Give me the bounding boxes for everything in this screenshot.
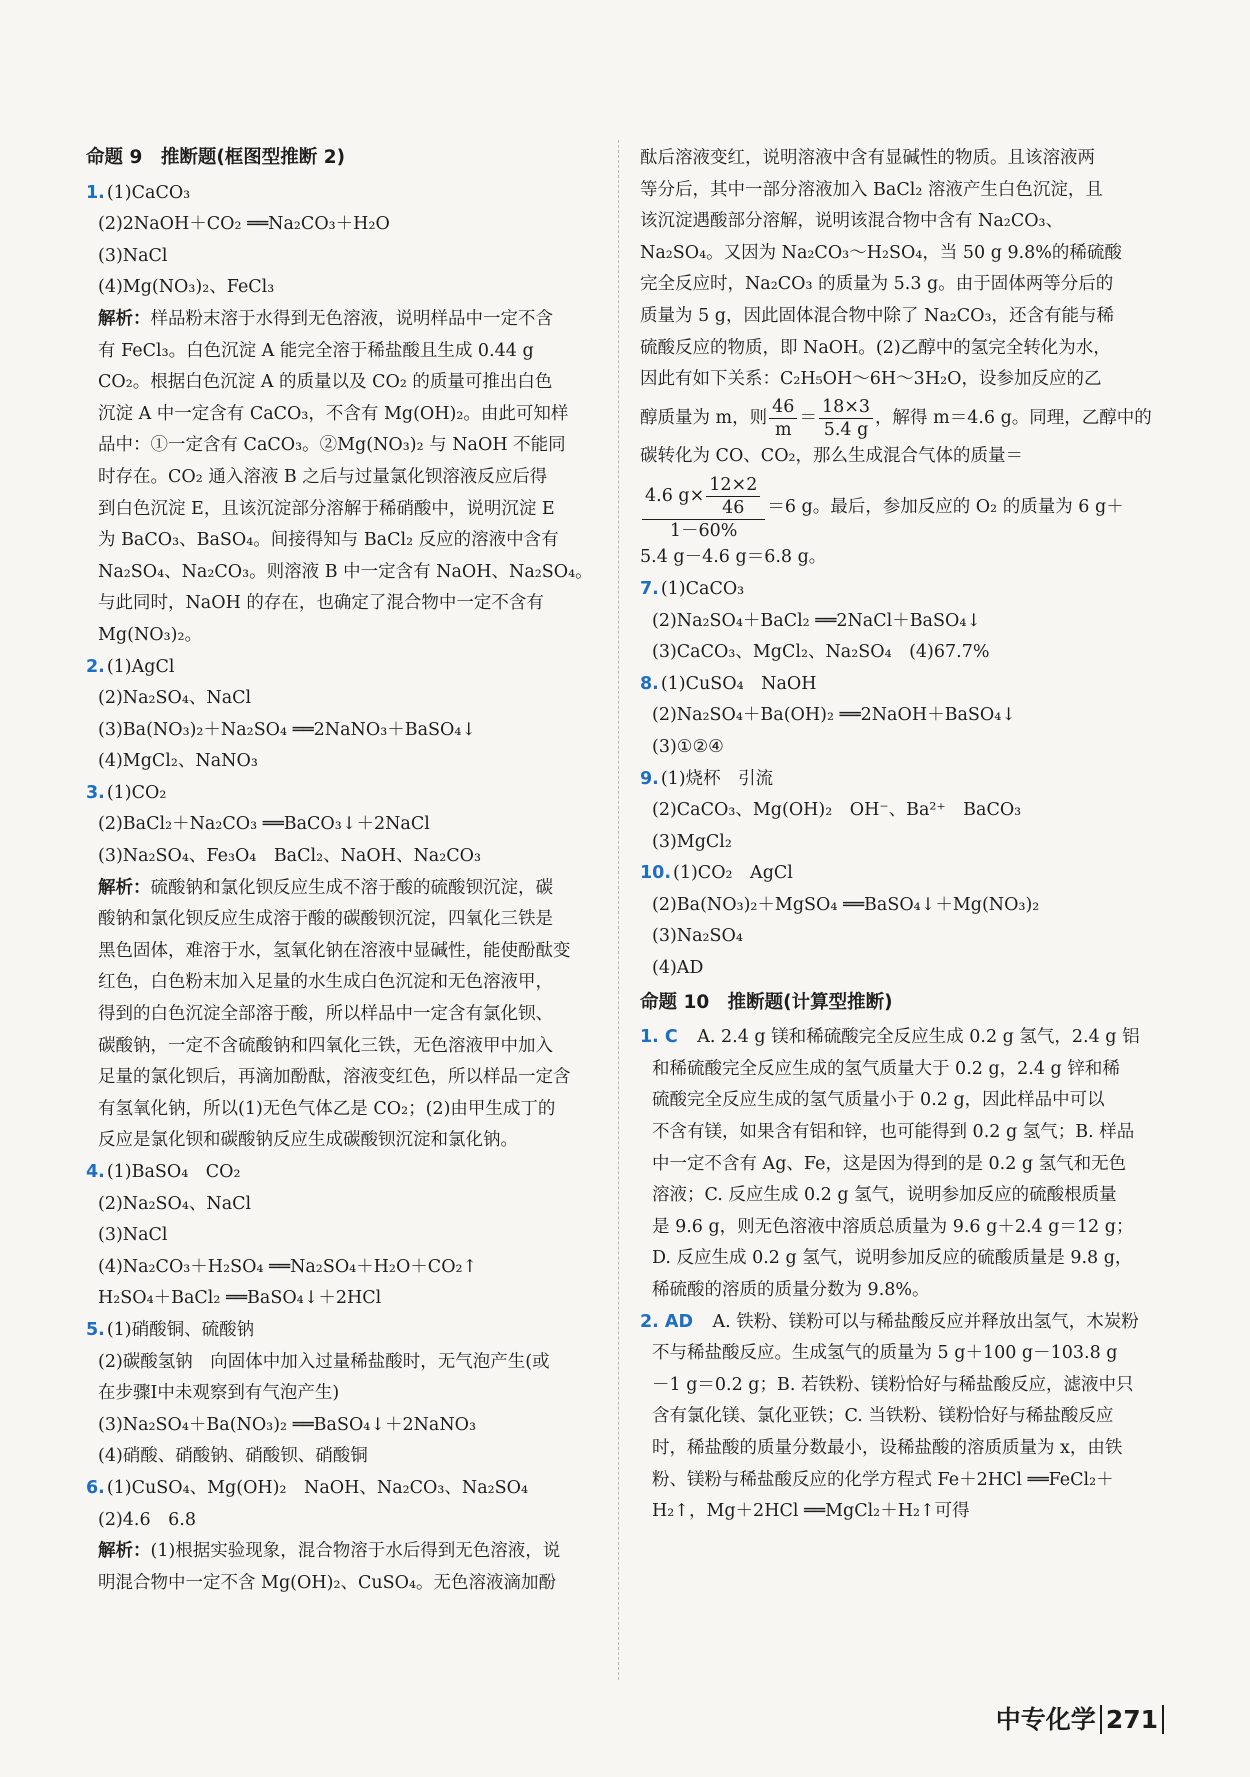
analysis-line: 时存在。CO₂ 通入溶液 B 之后与过量氯化钡溶液反应后得 (98, 466, 548, 487)
column-divider (618, 140, 619, 1680)
question-number: 5. (86, 1319, 105, 1340)
analysis-line: 有 FeCl₃。白色沉淀 A 能完全溶于稀盐酸且生成 0.44 g (98, 340, 534, 361)
answer-line: (1)AgCl (106, 656, 175, 677)
analysis-line: 足量的氯化钡后，再滴加酚酞，溶液变红色，所以样品一定含 (98, 1067, 571, 1088)
answer-line: (1)硝酸铜、硫酸钠 (106, 1319, 255, 1340)
question-number: 10. (640, 863, 672, 884)
answer-line: (1)CuSO₄、Mg(OH)₂ NaOH、Na₂CO₃、Na₂SO₄ (106, 1477, 529, 1498)
analysis-line: 酞后溶液变红，说明溶液中含有显碱性的物质。且该溶液两 (640, 148, 1095, 168)
fraction (706, 474, 760, 519)
question-number: 4. (86, 1162, 105, 1182)
answer-10 (640, 858, 1170, 984)
analysis-line: 是 9.6 g，则无色溶液中溶质总质量为 9.6 g＋2.4 g＝12 g； (652, 1216, 1134, 1237)
analysis-line: 得到的白色沉淀全部溶于酸，所以样品中一定含有氯化钡、 (98, 1004, 553, 1025)
numerator: 12×2 (706, 474, 760, 497)
question-number: 2. AD (640, 1311, 693, 1332)
analysis-line: 反应是氯化钡和碳酸钠反应生成碳酸钡沉淀和氯化钠。 (98, 1130, 518, 1151)
analysis-line: 硫酸完全反应生成的氢气质量小于 0.2 g，因此样品中可以 (652, 1090, 1105, 1111)
answer-line: (1)CuSO₄ NaOH (660, 673, 817, 694)
section-9-title: 命题 9 推断题(框图型推断 2) (86, 147, 346, 168)
equation-text: ，解得 m＝4.6 g。同理，乙醇中的 (875, 407, 1152, 428)
answer-line: (2)BaCl₂＋Na₂CO₃ ══BaCO₃↓＋2NaCl (98, 814, 430, 835)
answer-6-continued (640, 143, 1170, 574)
numerator: 18×3 (819, 396, 873, 419)
answer-line: (1)烧杯 引流 (660, 768, 774, 789)
denominator: 46 (722, 497, 745, 518)
answer-5 (86, 1315, 616, 1473)
denominator: 5.4 g (823, 419, 869, 440)
analysis-line: H₂↑，Mg＋2HCl ══MgCl₂＋H₂↑可得 (652, 1501, 970, 1522)
answer-line: (4)硝酸、硝酸钠、硝酸钡、硝酸铜 (98, 1446, 368, 1467)
answer-1 (86, 178, 616, 652)
section-10-title: 命题 10 推断题(计算型推断) (640, 991, 893, 1013)
question-number: 2. (86, 656, 105, 677)
analysis-line: 品中：①一定含有 CaCO₃。②Mg(NO₃)₂ 与 NaOH 不能同 (98, 435, 566, 456)
analysis-line: 含有氯化镁、氯化亚铁；C. 当铁粉、镁粉恰好与稀盐酸反应 (652, 1406, 1114, 1427)
analysis-line: A. 铁粉、镁粉可以与稀盐酸反应并释放出氢气，木炭粉 (712, 1311, 1139, 1332)
question-number: 7. (640, 578, 659, 599)
answer-line: (4)Mg(NO₃)₂、FeCl₃ (98, 277, 275, 298)
analysis-line: 等分后，其中一部分溶液加入 BaCl₂ 溶液产生白色沉淀，且 (640, 179, 1103, 200)
analysis-line: (1)根据实验现象，混合物溶于水后得到无色溶液，说 (150, 1541, 561, 1562)
answer-7 (640, 574, 1170, 669)
numerator (642, 474, 765, 520)
analysis-line: 碳酸钠，一定不含硫酸钠和四氧化三铁，无色溶液甲中加入 (98, 1035, 553, 1056)
analysis-line: 完全反应时，Na₂CO₃ 的质量为 5.3 g。由于固体两等分后的 (640, 274, 1114, 295)
analysis-line: 碳转化为 CO、CO₂，那么生成混合气体的质量＝ (640, 445, 1024, 466)
question-number: 9. (640, 768, 659, 789)
answer-4 (86, 1157, 616, 1315)
answer-line: (3)Ba(NO₃)₂＋Na₂SO₄ ══2NaNO₃＋BaSO₄↓ (98, 719, 477, 740)
answer-line: (3)Na₂SO₄ (652, 926, 743, 947)
answer-line: (1)CO₂ AgCl (673, 863, 793, 884)
answer-line: (1)CaCO₃ (660, 578, 745, 599)
left-column (86, 140, 616, 1599)
analysis-line: Na₂SO₄。又因为 Na₂CO₃～H₂SO₄，当 50 g 9.8%的稀硫酸 (640, 242, 1122, 263)
analysis-line: Na₂SO₄、Na₂CO₃。则溶液 B 中一定含有 NaOH、Na₂SO₄。 (98, 561, 593, 582)
answer-line: (4)MgCl₂、NaNO₃ (98, 751, 258, 772)
answer-line: (3)Na₂SO₄、Fe₃O₄ BaCl₂、NaOH、Na₂CO₃ (98, 846, 481, 867)
fraction (819, 396, 873, 441)
right-column (640, 143, 1170, 1528)
analysis-line: 样品粉末溶于水得到无色溶液，说明样品中一定不含 (150, 308, 553, 329)
analysis-line: 硫酸钠和氯化钡反应生成不溶于酸的硫酸钡沉淀，碳 (150, 877, 553, 898)
answer-line: (2)Ba(NO₃)₂＋MgSO₄ ══BaSO₄↓＋Mg(NO₃)₂ (652, 894, 1040, 915)
equation-text: ＝6 g。最后，参加反应的 O₂ 的质量为 6 g＋ (767, 497, 1124, 518)
answer-2 (86, 652, 616, 778)
analysis-line: 黑色固体，难溶于水，氢氧化钠在溶液中显碱性，能使酚酞变 (98, 940, 571, 961)
denominator: m (775, 419, 792, 440)
answer-line: (4)Na₂CO₃＋H₂SO₄ ══Na₂SO₄＋H₂O＋CO₂↑ (98, 1256, 478, 1277)
answer-line: (3)NaCl (98, 245, 168, 266)
answer-6 (86, 1473, 616, 1599)
analysis-line: 和稀硫酸完全反应生成的氢气质量大于 0.2 g，2.4 g 锌和稀 (652, 1058, 1120, 1079)
analysis-line: 红色，白色粉末加入足量的水生成白色沉淀和无色溶液甲， (98, 972, 553, 993)
analysis-label: 解析： (98, 1541, 151, 1562)
answer-line: (1)CO₂ (106, 782, 167, 803)
page-number: 271 (1100, 1705, 1164, 1734)
equation-line (640, 472, 1170, 542)
answer-line: (2)碳酸氢钠 向固体中加入过量稀盐酸时，无气泡产生(或 (98, 1351, 550, 1372)
analysis-line: 稀硫酸的溶质的质量分数为 9.8%。 (652, 1280, 930, 1300)
analysis-line: 溶液；C. 反应生成 0.2 g 氢气，说明参加反应的硫酸根质量 (652, 1185, 1117, 1206)
analysis-line: 与此同时，NaOH 的存在，也确定了混合物中一定不含有 (98, 593, 544, 614)
numerator: 46 (769, 396, 797, 419)
analysis-line: D. 反应生成 0.2 g 氢气，说明参加反应的硫酸质量是 9.8 g， (652, 1248, 1133, 1269)
analysis-line: CO₂。根据白色沉淀 A 的质量以及 CO₂ 的质量可推出白色 (98, 372, 553, 393)
analysis-line: Mg(NO₃)₂。 (98, 624, 202, 645)
analysis-line: 不含有镁，如果含有铝和锌，也可能得到 0.2 g 氢气；B. 样品 (652, 1122, 1135, 1143)
answer-line: (2)4.6 6.8 (98, 1509, 196, 1530)
question-number: 8. (640, 673, 659, 694)
answer-line: (3)①②④ (652, 736, 724, 757)
answer-line: (2)Na₂SO₄＋Ba(OH)₂ ══2NaOH＋BaSO₄↓ (652, 705, 1016, 726)
answer-line: (3)MgCl₂ (652, 831, 732, 852)
equation-text: 醇质量为 m，则 (640, 407, 768, 428)
answer-line: (3)NaCl (98, 1225, 168, 1246)
answer-line: (2)Na₂SO₄、NaCl (98, 1193, 252, 1214)
answer-line: (3)CaCO₃、MgCl₂、Na₂SO₄ (4)67.7% (652, 642, 990, 663)
answer-line: (2)Na₂SO₄、NaCl (98, 688, 252, 709)
answer-line: (2)2NaOH＋CO₂ ══Na₂CO₃＋H₂O (98, 214, 390, 235)
equation-text: 4.6 g× (645, 485, 705, 506)
answer-line: H₂SO₄＋BaCl₂ ══BaSO₄↓＋2HCl (98, 1288, 382, 1309)
analysis-line: 到白色沉淀 E，且该沉淀部分溶解于稀硝酸中，说明沉淀 E (98, 498, 555, 519)
answer-line: 在步骤Ⅰ中未观察到有气泡产生) (98, 1383, 340, 1404)
answer-line: (4)AD (652, 958, 704, 979)
analysis-line: 5.4 g－4.6 g＝6.8 g。 (640, 547, 827, 568)
page-footer (996, 1700, 1164, 1736)
analysis-line: 不与稀盐酸反应。生成氢气的质量为 5 g＋100 g－103.8 g (652, 1343, 1118, 1364)
analysis-line: 中一定不含有 Ag、Fe，这是因为得到的是 0.2 g 氢气和无色 (652, 1153, 1127, 1174)
fraction (769, 396, 797, 441)
analysis-line: －1 g＝0.2 g；B. 若铁粉、镁粉恰好与稀盐酸反应，滤液中只 (652, 1374, 1134, 1395)
question-number: 1. C (640, 1027, 678, 1048)
analysis-line: 酸钠和氯化钡反应生成溶于酸的碳酸钡沉淀，四氧化三铁是 (98, 909, 553, 930)
analysis-line: 为 BaCO₃、BaSO₄。间接得知与 BaCl₂ 反应的溶液中含有 (98, 530, 559, 551)
denominator: 1－60% (669, 520, 738, 541)
question-number: 6. (86, 1477, 105, 1498)
answer-line: (1)CaCO₃ (106, 182, 191, 203)
analysis-line: 硫酸反应的物质，即 NaOH。(2)乙醇中的氢完全转化为水， (640, 337, 1111, 358)
analysis-line: 明混合物中一定不含 Mg(OH)₂、CuSO₄。无色溶液滴加酚 (98, 1572, 556, 1593)
analysis-line: 有氢氧化钠，所以(1)无色气体乙是 CO₂；(2)由甲生成丁的 (98, 1098, 556, 1119)
answer-line: (2)Na₂SO₄＋BaCl₂ ══2NaCl＋BaSO₄↓ (652, 610, 982, 631)
section-10-answer-2 (640, 1307, 1170, 1528)
analysis-label: 解析： (98, 877, 151, 898)
question-number: 3. (86, 782, 105, 803)
answer-3 (86, 778, 616, 1157)
analysis-line: 因此有如下关系：C₂H₅OH～6H～3H₂O，设参加反应的乙 (640, 369, 1102, 390)
analysis-line: 粉、镁粉与稀盐酸反应的化学方程式 Fe＋2HCl ══FeCl₂＋ (652, 1469, 1114, 1490)
answer-line: (1)BaSO₄ CO₂ (106, 1162, 241, 1182)
book-title: 中专化学 (995, 1705, 1096, 1734)
analysis-line: 质量为 5 g，因此固体混合物中除了 Na₂CO₃，还含有能与稀 (640, 305, 1115, 326)
analysis-line: 时，稀盐酸的质量分数最小，设稀盐酸的溶质质量为 x，由铁 (652, 1437, 1123, 1458)
analysis-line: 该沉淀遇酸部分溶解，说明该混合物中含有 Na₂CO₃、 (640, 211, 1064, 232)
equation-line: 醇质量为 m，则 $\frac{46}{m}$ ＝ $\frac{18\times 3}{5.4 g}$ ，解得 m＝4.6 g。同理，乙醇中的 (640, 396, 1152, 440)
section-10-answer-1 (640, 1022, 1170, 1306)
analysis-line: 沉淀 A 中一定含有 CaCO₃，不含有 Mg(OH)₂。由此可知样 (98, 403, 569, 424)
fraction (642, 474, 765, 542)
analysis-label: 解析： (98, 308, 151, 329)
answer-8 (640, 669, 1170, 764)
question-number: 1. (86, 182, 105, 203)
analysis-line: A. 2.4 g 镁和稀硫酸完全反应生成 0.2 g 氢气，2.4 g 铝 (697, 1027, 1140, 1048)
answer-9 (640, 764, 1170, 859)
answer-line: (3)Na₂SO₄＋Ba(NO₃)₂ ══BaSO₄↓＋2NaNO₃ (98, 1414, 477, 1435)
answer-line: (2)CaCO₃、Mg(OH)₂ OH⁻、Ba²⁺ BaCO₃ (652, 800, 1022, 821)
